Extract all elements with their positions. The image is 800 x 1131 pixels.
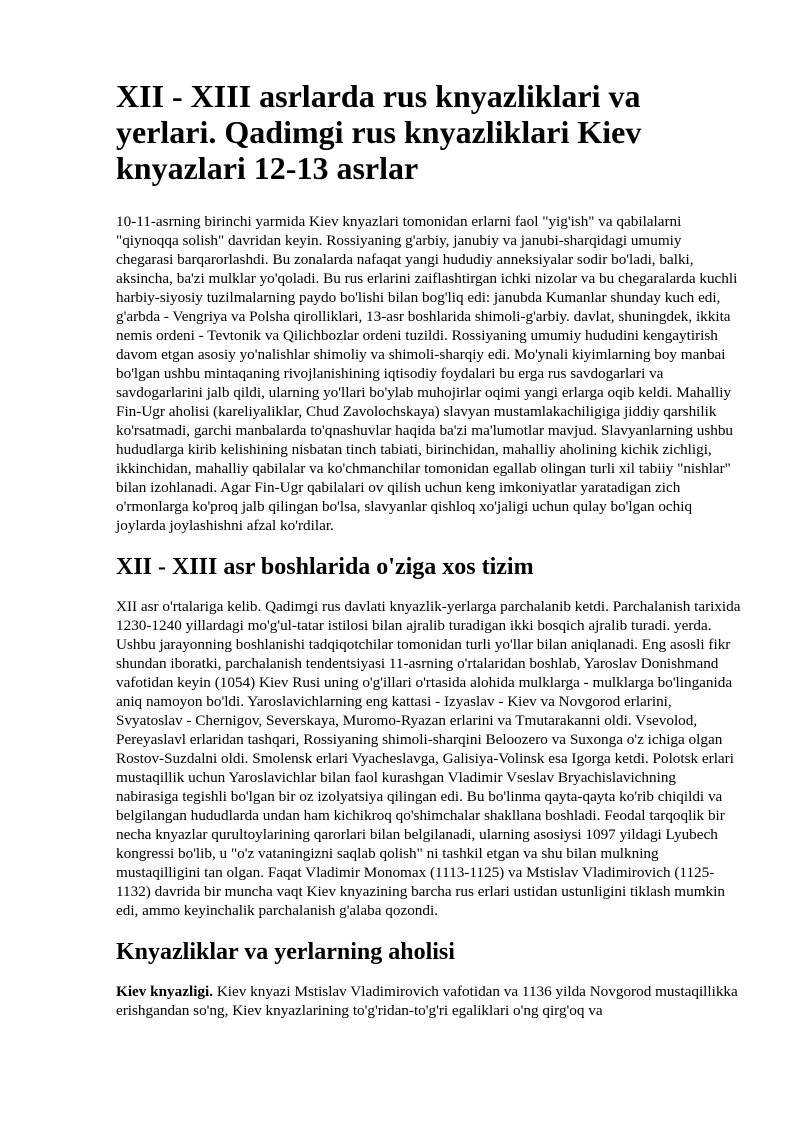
paragraph-intro: 10-11-asrning birinchi yarmida Kiev knyazlari tomonidan erlarni faol "yig'ish" va qabilalarni "qiynoqqa solish" davridan keyin. Rossiyaning g'arbiy, janubiy va janubi-sharqidagi umumiy chegarasi barqarorlashdi. Bu zonalarda nafaqat yangi hududiy anneksiyalar sodir bo'ladi, balki, aksincha, ba'zi mulklar yo'qoladi. Bu rus erlarini zaiflashtirgan ichki nizolar va bu chegaralarda kuchli harbiy-siyosiy tuzilmalarning paydo bo'lishi bilan bog'liq edi: janubda Kumanlar shunday kuch edi, g'arbda - Vengriya va Polsha qirolliklari, 13-asr boshlarida shimoli-g'arbiy. davlat, shuningdek, ikkita nemis ordeni - Tevtonik va Qilichbozlar ordeni tuzildi. Rossiyaning umumiy hududini kengaytirish davom etgan asosiy yo'nalishlar shimoliy va shimoli-sharqiy edi. Mo'ynali kiyimlarning boy manbai bo'lgan ushbu mintaqaning rivojlanishining iqtisodiy foydalari bu erga rus savdogarlari va savdogarlarini jalb qildi, ularning yo'llari bo'ylab muhojirlar oqimi yangi erlarga oqib keldi. Mahalliy Fin-Ugr aholisi (kareliyaliklar, Chud Zavolochskaya) slavyan mustamlakachiligiga jiddiy qarshilik ko'rsatmadi, garchi manbalarda to'qnashuvlar haqida ba'zi ma'lumotlar mavjud. Slavyanlarning ushbu hududlarga kirib kelishining nisbatan tinch tabiati, birinchidan, mahalliy aholining kichik zichligi, ikkinchidan, mahalliy qabilalar va ko'chmanchilar tomonidan egallab olingan turli xil tabiiy "nishlar" bilan izohlanadi. Agar Fin-Ugr qabilalari ov qilish uchun keng imkoniyatlar yaratadigan zich o'rmonlarga ko'proq jalb qilingan bo'lsa, slavyanlar qishloq xo'jaligi uchun qulay bo'lgan ochiq joylarda joylashishni afzal ko'rdilar. [116,213,738,534]
paragraph-kiev [116,982,742,1020]
section-heading-system: XII - XIII asr boshlarida o'ziga xos tizim [116,554,534,580]
document-page [116,78,742,1020]
paragraph-lead-kiev: Kiev knyazligi. [116,983,214,1000]
paragraph-system: XII asr o'rtalariga kelib. Qadimgi rus davlati knyazlik-yerlarga parchalanib ketdi. Parchalanish tarixida 1230-1240 yillardagi mo'g'ul-tatar istilosi bilan ajralib turadigan ikki bosqich ajralib turadi. yerda. Ushbu jarayonning boshlanishi tadqiqotchilar tomonidan turli yo'llar bilan aniqlanadi. Eng asosli fikr shundan iboratki, parchalanish tendentsiyasi 11-asrning o'rtalaridan boshlab, Yaroslav Donishmand vafotidan keyin (1054) Kiev Rusi uning o'g'illari o'rtasida alohida mulklarga - mulklarga bo'linganida aniq namoyon bo'ldi. Yaroslavichlarning eng kattasi - Izyaslav - Kiev va Novgorod erlarini, Svyatoslav - Chernigov, Severskaya, Muromo-Ryazan erlarini va Tmutarakanni oldi. Vsevolod, Pereyaslavl erlaridan tashqari, Rossiyaning shimoli-sharqini Beloozero va Suxonga o'z ichiga olgan Rostov-Suzdalni oldi. Smolensk erlari Vyacheslavga, Galisiya-Volinsk esa Igorga ketdi. Polotsk erlari mustaqillik uchun Yaroslavichlar bilan faol kurashgan Vladimir Vseslav Bryachislavichning nabirasiga tegishli bo'lgan bir oz izolyatsiya qilingan edi. Bu bo'linma qayta-qayta ko'rib chiqildi va belgilangan hududlarda undan ham kichikroq qo'shimchalar shakllana boshladi. Feodal tarqoqlik bir necha knyazlar qurultoylarining qarorlari bilan belgilanadi, ularning asosiysi 1097 yildagi Lyubech kongressi bo'lib, u "o'z vataningizni saqlab qolish" ni tashkil etgan va shu bilan mulkning mustaqilligini tan olgan. Faqat Vladimir Monomax (1113-1125) va Mstislav Vladimirovich (1125-1132) davrida bir muncha vaqt Kiev knyazining barcha rus erlari ustidan ustunligini tiklash mumkin edi, ammo keyinchalik parchalanish g'alaba qozondi. [116,598,741,919]
document-title: XII - XIII asrlarda rus knyazliklari va yerlari. Qadimgi rus knyazliklari Kiev knyazlari 12-13 asrlar [116,78,642,186]
paragraph-kiev-text: Kiev knyazi Mstislav Vladimirovich vafotidan va 1136 yilda Novgorod mustaqillikka erishgandan so'ng, Kiev knyazlarining to'g'ridan-to'g'ri egaliklari o'ng qirg'oq va [116,983,738,1019]
section-heading-population: Knyazliklar va yerlarning aholisi [116,939,455,965]
